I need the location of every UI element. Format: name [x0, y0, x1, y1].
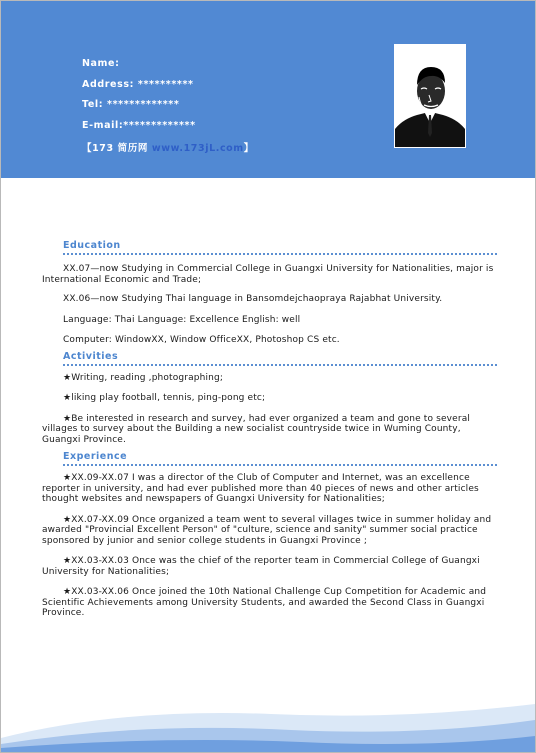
profile-photo [394, 44, 466, 148]
experience-item: ★XX.09-XX.07 I was a director of the Club of Computer and Internet, was an excellence reporter in university, and had ever published more than 40 pieces of news and other articles thought websites and newspapers of Guangxi University for Nationalities; [42, 473, 479, 504]
tel-label: Tel: [82, 99, 104, 110]
portrait-image [395, 45, 465, 147]
section-title: Education [63, 240, 497, 255]
footer-wave-decoration [1, 692, 535, 752]
name-line [82, 58, 254, 79]
email-value: ************* [123, 119, 196, 131]
name-label: Name: [82, 58, 120, 69]
section-title: Experience [63, 451, 497, 466]
activity-item: ★liking play football, tennis, ping-pong etc; [63, 393, 266, 403]
section-title: Activities [63, 351, 497, 366]
experience-item: ★XX.03-XX.03 Once was the chief of the reporter team in Commercial College of Guangxi University for Nationalities; [42, 556, 480, 577]
brand-bracket: 】 [243, 143, 254, 154]
education-item: Language: Thai Language: Excellence English: well [63, 314, 301, 325]
address-value: ********** [134, 78, 194, 90]
education-item: XX.06—now Studying Thai language in Bansomdejchaopraya Rajabhat University. [63, 294, 443, 304]
email-label: E-mail: [82, 119, 124, 131]
tel-line [82, 99, 254, 120]
section-activities [42, 351, 497, 446]
email-line [82, 120, 254, 141]
brand-url[interactable]: www.173jL.com [151, 143, 244, 154]
resume-body [42, 240, 497, 619]
experience-item: ★XX.03-XX.06 Once joined the 10th National Challenge Cup Competition for Academic and Scientific Achievements among University Students, and awarded the Second Class in Guangxi Province. [42, 587, 487, 618]
activity-item: ★Writing, reading ,photographing; [63, 372, 224, 383]
section-experience [42, 451, 497, 619]
address-line [82, 79, 254, 100]
experience-item: ★XX.07-XX.09 Once organized a team went to several villages twice in summer holiday and awarded "Provincial Excellent Person" of "culture, science and sanity" summer social practice sponsored by junior and senior college students in Guangxi Province ; [42, 514, 492, 546]
brand-line [82, 140, 254, 161]
contact-info [82, 58, 254, 161]
activity-item: ★Be interested in research and survey, had ever organized a team and gone to several villages to survey about the Building a new socialist countryside twice in Wuming County, Guangxi Province. [42, 413, 471, 445]
section-education [42, 240, 497, 346]
brand-text: 【173 简历网 [82, 143, 152, 154]
tel-value: ************* [103, 99, 180, 110]
education-item: Computer: WindowXX, Window OfficeXX, Photoshop CS etc. [63, 335, 340, 345]
education-item: XX.07—now Studying in Commercial College in Guangxi University for Nationalities, major is International Economic and Trade; [42, 264, 494, 285]
address-label: Address: [82, 78, 134, 90]
